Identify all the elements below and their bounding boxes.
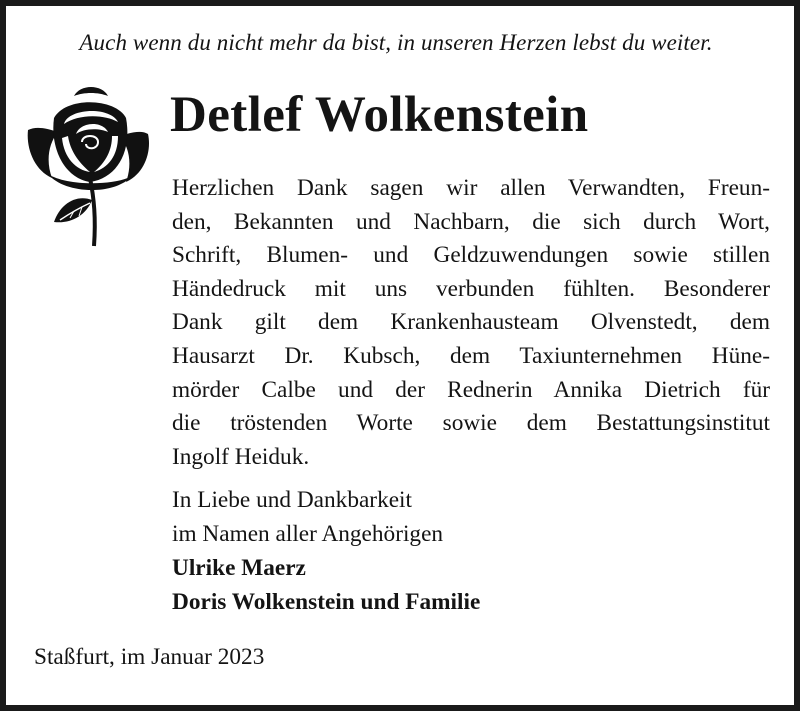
closing-block <box>172 483 480 619</box>
deceased-name: Detlef Wolkenstein <box>170 87 589 143</box>
rose-icon <box>24 78 156 248</box>
text-line: Händedruck mit uns verbunden fühlten. Besonderer <box>172 275 770 302</box>
text-line: Ingolf Heiduk. <box>172 443 310 470</box>
text-line: Hausarzt Dr. Kubsch, dem Taxiunternehmen Hüne- <box>172 342 770 369</box>
signature-name: Doris Wolkenstein und Familie <box>172 589 481 615</box>
text-line: Dank gilt dem Krankenhausteam Olvenstedt, dem <box>172 309 770 336</box>
place-date: Staßfurt, im Januar 2023 <box>34 644 265 670</box>
text-line: mörder Calbe und der Rednerin Annika Dietrich für <box>172 376 770 403</box>
closing-line: In Liebe und Dankbarkeit <box>172 487 412 513</box>
text-line: den, Bekannten und Nachbarn, die sich durch Wort, <box>172 208 770 235</box>
signature-name: Ulrike Maerz <box>172 555 306 581</box>
motto: Auch wenn du nicht mehr da bist, in unseren Herzen lebst du weiter. <box>79 30 713 55</box>
thank-you-text <box>172 172 770 474</box>
text-line: die tröstenden Worte sowie dem Bestattungsinstitut <box>172 410 770 437</box>
text-line: Herzlichen Dank sagen wir allen Verwandten, Freun- <box>172 175 770 201</box>
closing-line: im Namen aller Angehörigen <box>172 521 444 547</box>
text-line: Schrift, Blumen- und Geldzuwendungen sowie stillen <box>172 242 770 269</box>
